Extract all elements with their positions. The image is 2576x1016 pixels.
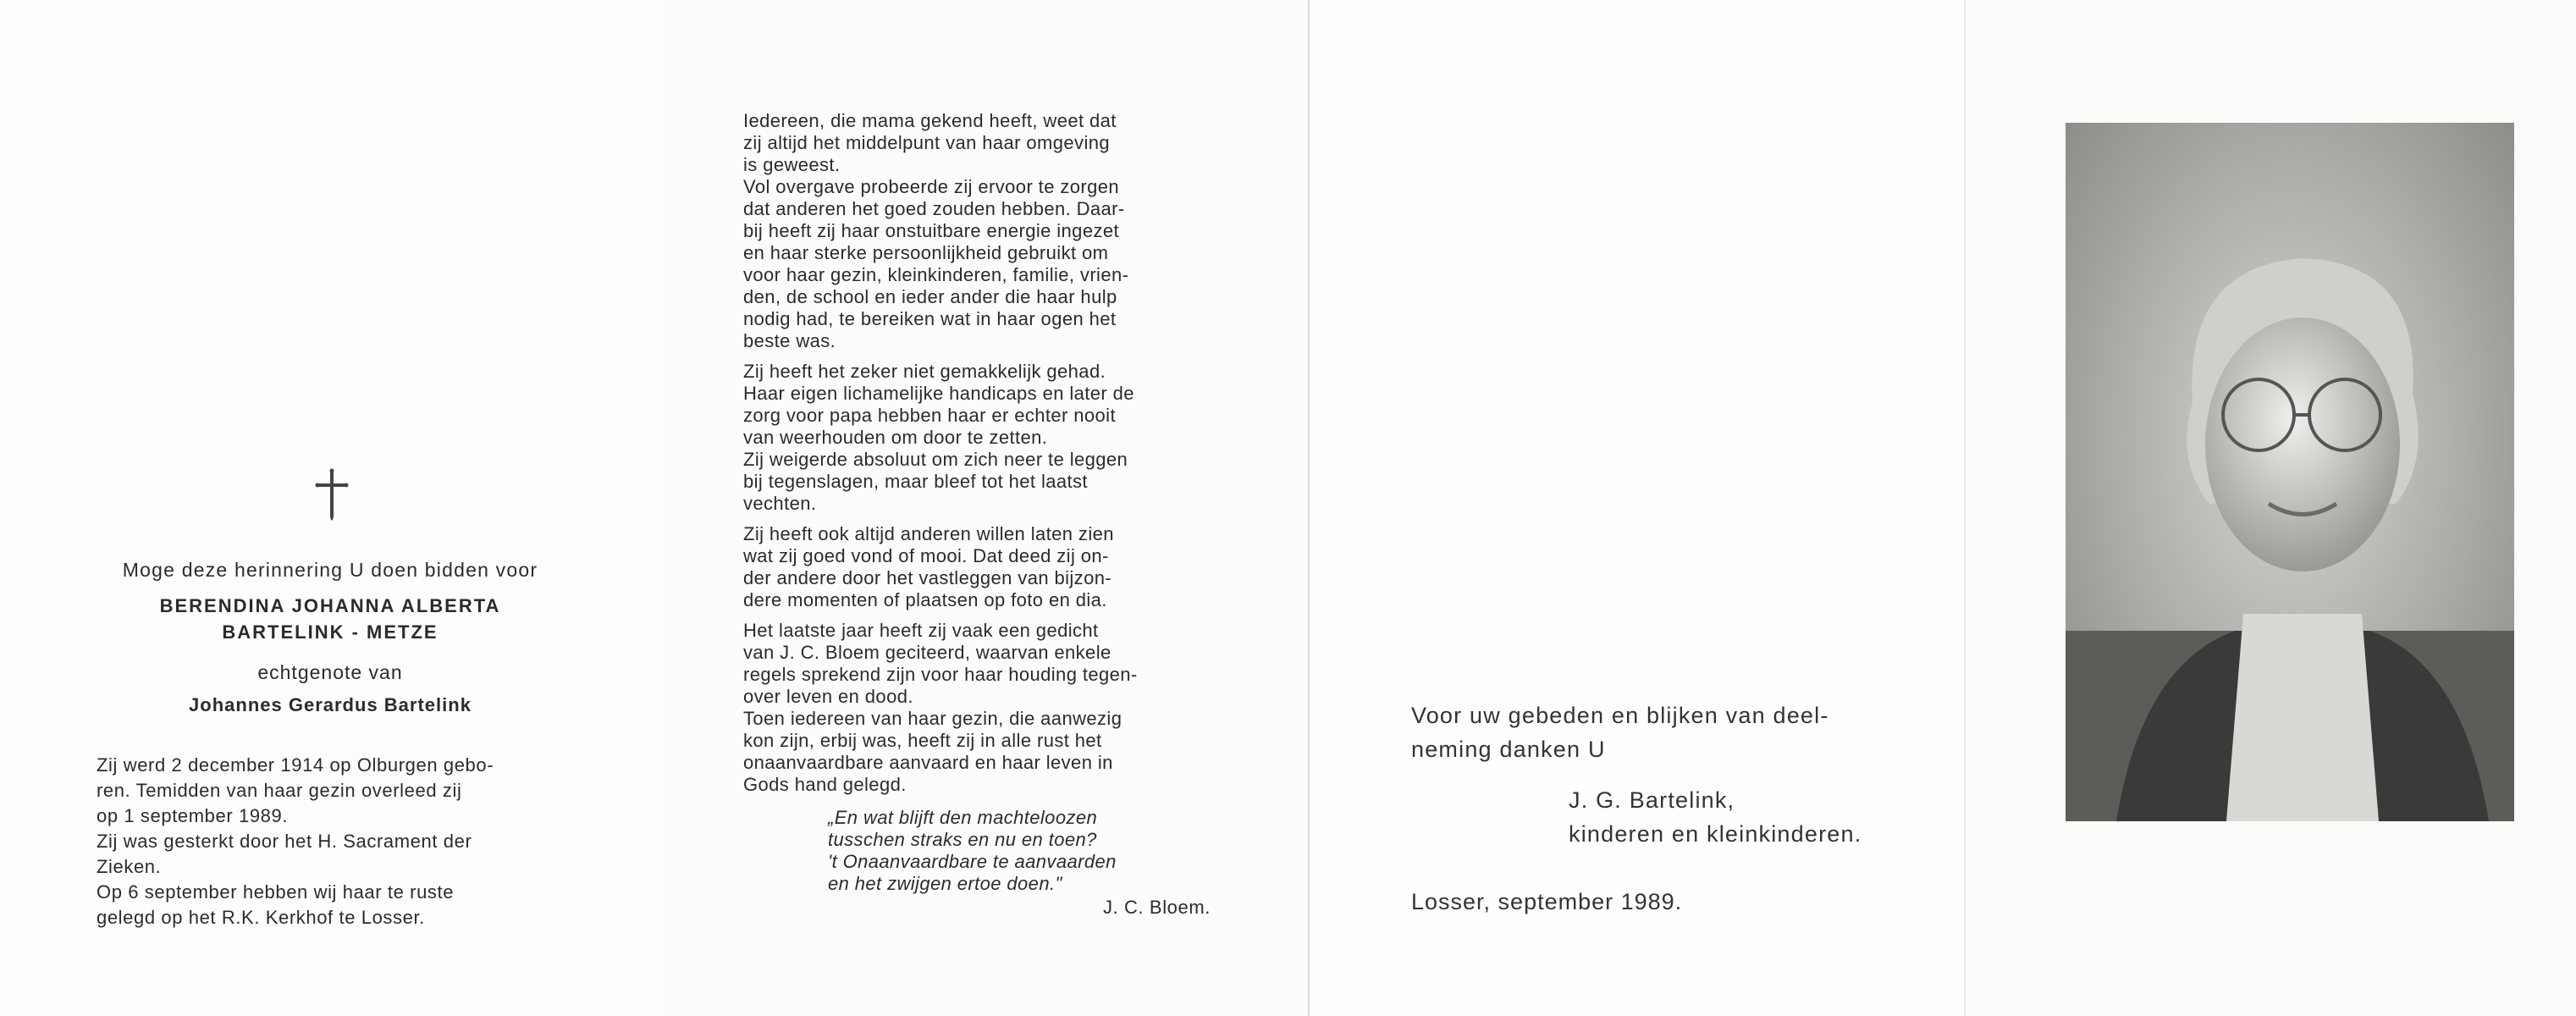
- portrait-photo-icon: [2066, 123, 2514, 821]
- poem-quote: [828, 807, 1211, 895]
- text-line: bij tegenslagen, maar bleef tot het laatst: [743, 471, 1088, 492]
- text-line: dere momenten of plaatsen op foto en dia.: [743, 589, 1107, 610]
- text-line: zorg voor papa hebben haar er echter nooit: [743, 405, 1116, 426]
- text-line: kon zijn, erbij was, heeft zij in alle rust het: [743, 730, 1102, 751]
- text-line: onaanvaardbare aanvaard en haar leven in: [743, 752, 1113, 773]
- cross-icon: [313, 468, 350, 522]
- thanks-text: [1411, 698, 1885, 766]
- poem-author: J. C. Bloem.: [1102, 897, 1211, 918]
- deceased-name-line2: BARTELINK - METZE: [222, 621, 439, 643]
- spouse-label: echtgenote van: [257, 661, 403, 683]
- text-line: over leven en dood.: [743, 686, 913, 707]
- text-line: beste was.: [743, 330, 836, 351]
- text-line: voor haar gezin, kleinkinderen, familie, vrien-: [743, 264, 1129, 285]
- memorial-text: [743, 110, 1211, 796]
- poem-line: en het zwijgen ertoe doen.": [828, 873, 1062, 894]
- poem-line: „En wat blijft den machteloozen: [828, 807, 1098, 828]
- text-line: en haar sterke persoonlijkheid gebruikt om: [743, 242, 1109, 263]
- text-line: van J. C. Bloem geciteerd, waarvan enkele: [743, 642, 1111, 663]
- text-line: wat zij goed vond of mooi. Dat deed zij on-: [743, 545, 1109, 566]
- biography-text: [97, 753, 564, 930]
- text-line: Het laatste jaar heeft zij vaak een gedicht: [743, 620, 1099, 641]
- text-line: Zij werd 2 december 1914 op Olburgen gebo-: [97, 754, 494, 776]
- text-line: der andere door het vastleggen van bijzon-: [743, 567, 1112, 588]
- text-line: J. G. Bartelink,: [1569, 787, 1735, 813]
- fold-line: [1964, 0, 1966, 1016]
- text-line: ren. Temidden van haar gezin overleed zij: [97, 780, 462, 801]
- text-line: Vol overgave probeerde zij ervoor te zorgen: [743, 176, 1120, 197]
- text-line: gelegd op het R.K. Kerkhof te Losser.: [97, 907, 425, 928]
- poem-line: tusschen straks en nu en toen?: [828, 829, 1097, 850]
- fold-line: [1308, 0, 1310, 1016]
- text-line: neming danken U: [1411, 737, 1606, 762]
- text-line: dat anderen het goed zouden hebben. Daar-: [743, 198, 1125, 219]
- text-line: is geweest.: [743, 154, 841, 175]
- text-line: Op 6 september hebben wij haar te ruste: [97, 881, 455, 903]
- text-line: Zij was gesterkt door het H. Sacrament der: [97, 831, 472, 852]
- text-line: Zij heeft het zeker niet gemakkelijk gehad.: [743, 361, 1106, 382]
- text-line: Voor uw gebeden en blijken van deel-: [1411, 703, 1829, 728]
- text-line: kinderen en kleinkinderen.: [1569, 821, 1862, 847]
- text-line: Zieken.: [97, 856, 162, 877]
- spouse-name: Johannes Gerardus Bartelink: [189, 694, 472, 715]
- text-line: regels sprekend zijn voor haar houding tegen-: [743, 664, 1138, 685]
- text-line: van weerhouden om door te zetten.: [743, 427, 1048, 448]
- text-line: den, de school en ieder ander die haar hulp: [743, 286, 1117, 307]
- right-card-panel: [1308, 0, 1964, 1016]
- deceased-name-line1: BERENDINA JOHANNA ALBERTA: [159, 595, 501, 616]
- text-line: Gods hand gelegd.: [743, 774, 907, 795]
- text-line: zij altijd het middelpunt van haar omgeving: [743, 132, 1110, 153]
- text-line: Haar eigen lichamelijke handicaps en later de: [743, 383, 1134, 404]
- text-line: Toen iedereen van haar gezin, die aanwezig: [743, 708, 1123, 729]
- poem-line: 't Onaanvaardbare te aanvaarden: [828, 851, 1117, 872]
- text-line: Iedereen, die mama gekend heeft, weet dat: [743, 110, 1117, 131]
- text-line: Zij heeft ook altijd anderen willen laten zien: [743, 523, 1114, 544]
- prayer-intro: Moge deze herinnering U doen bidden voor: [122, 559, 538, 581]
- place-date: Losser, september 1989.: [1411, 889, 1683, 914]
- text-line: nodig had, te bereiken wat in haar ogen het: [743, 308, 1117, 329]
- text-line: vechten.: [743, 493, 817, 514]
- text-line: Zij weigerde absoluut om zich neer te leggen: [743, 449, 1128, 470]
- signature: [1569, 783, 1924, 851]
- portrait-photo: [2066, 123, 2514, 821]
- text-line: bij heeft zij haar onstuitbare energie ingezet: [743, 220, 1120, 241]
- text-line: op 1 september 1989.: [97, 805, 289, 826]
